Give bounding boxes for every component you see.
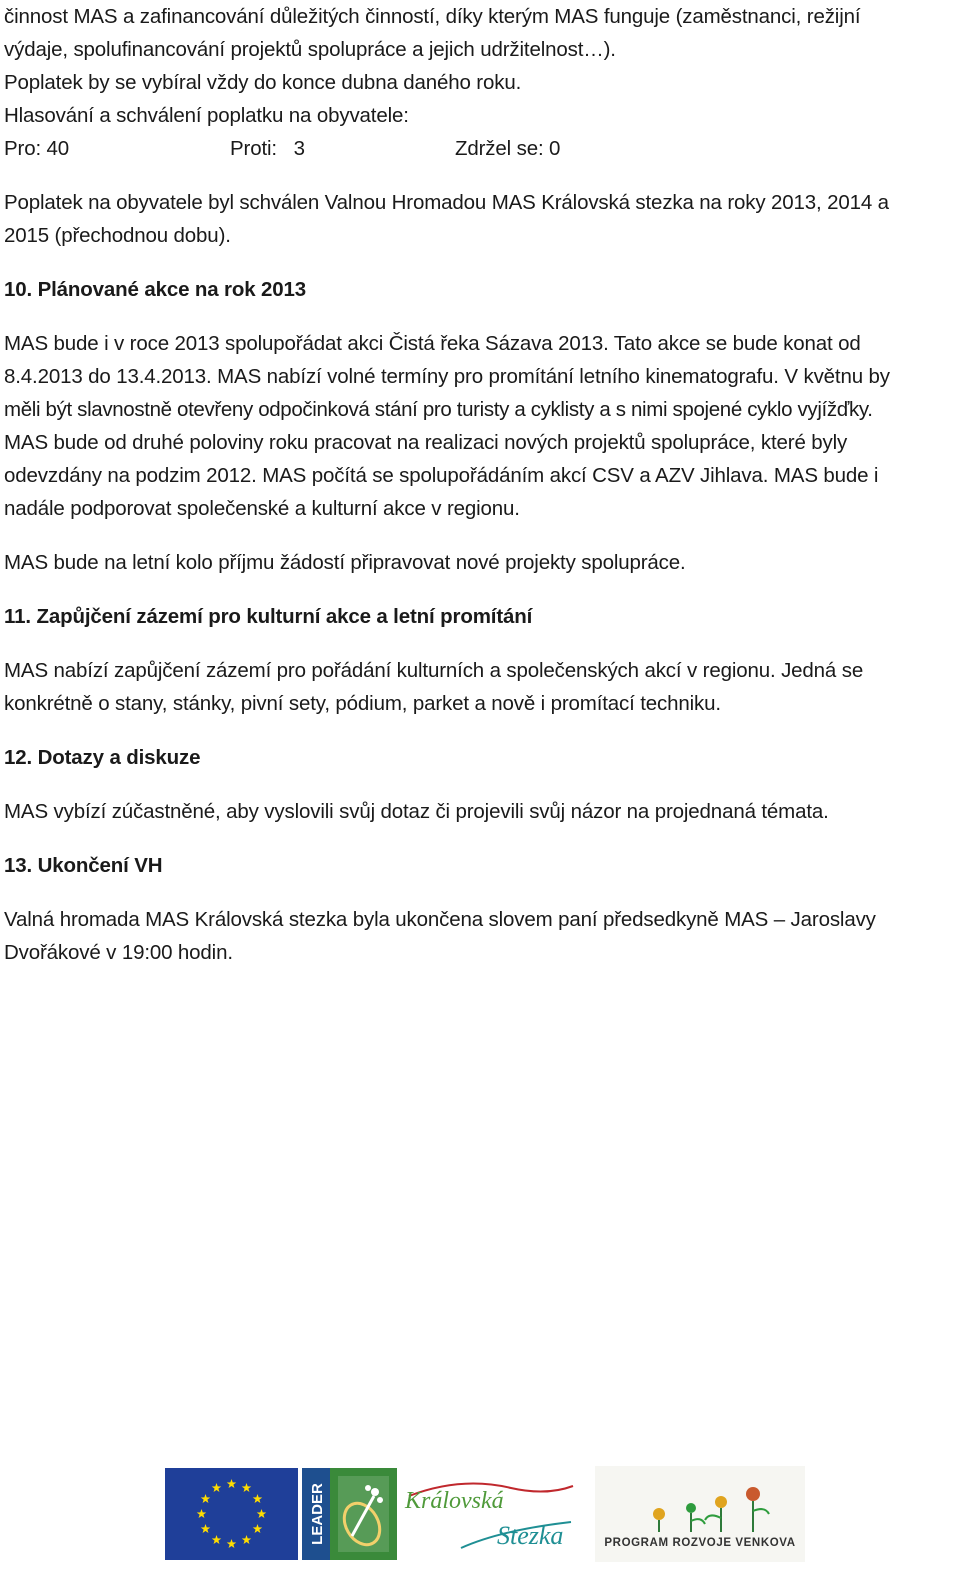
section-13-heading: 13. Ukončení VH bbox=[4, 854, 163, 877]
section-10-line: 8.4.2013 do 13.4.2013. MAS nabízí volné termíny pro promítání letního kinematografu. V květnu by bbox=[4, 365, 890, 388]
prv-text: PROGRAM ROZVOJE VENKOVA bbox=[604, 1537, 796, 1549]
vote-results bbox=[4, 132, 954, 165]
approval-line-1: Poplatek na obyvatele byl schválen Valnou Hromadou MAS Královská stezka na roky 2013, 2014 a bbox=[4, 191, 889, 214]
section-13-line: Valná hromada MAS Královská stezka byla ukončena slovem paní předsedkyně MAS – Jaroslavy bbox=[4, 908, 876, 931]
approval-line-2: 2015 (přechodnou dobu). bbox=[4, 224, 231, 247]
section-13-line: Dvořákové v 19:00 hodin. bbox=[4, 941, 233, 964]
eu-flag-logo bbox=[165, 1466, 298, 1562]
kralovska-stezka-logo bbox=[401, 1466, 581, 1562]
section-10-extra: MAS bude na letní kolo příjmu žádostí připravovat nové projekty spolupráce. bbox=[4, 551, 686, 574]
footer-logos bbox=[165, 1466, 805, 1562]
leader-logo bbox=[302, 1466, 397, 1562]
intro-line-1: činnost MAS a zafinancování důležitých činností, díky kterým MAS funguje (zaměstnanci, režijní bbox=[4, 5, 861, 28]
section-10-line: měli být slavnostně otevřeny odpočinková stání pro turisty a cyklisty a s nimi spojené cyklo vyjížďky. bbox=[4, 398, 873, 421]
section-10-line: nadále podporovat společenské a kulturní akce v regionu. bbox=[4, 497, 520, 520]
stezka-text: Stezka bbox=[497, 1521, 564, 1550]
program-rozvoje-venkova-logo bbox=[595, 1466, 805, 1562]
vote-proti: Proti: 3 bbox=[230, 137, 305, 160]
section-11-line: MAS nabízí zapůjčení zázemí pro pořádání kulturních a společenských akcí v regionu. Jedná se bbox=[4, 659, 864, 682]
section-10-heading: 10. Plánované akce na rok 2013 bbox=[4, 278, 307, 301]
section-12-heading: 12. Dotazy a diskuze bbox=[4, 746, 201, 769]
section-12-text: MAS vybízí zúčastněné, aby vyslovili svůj dotaz či projevili svůj názor na projednaná témata. bbox=[4, 800, 829, 823]
section-11-heading: 11. Zapůjčení zázemí pro kulturní akce a letní promítání bbox=[4, 605, 533, 628]
kralovska-text: Královská bbox=[405, 1488, 504, 1514]
section-10-line: MAS bude i v roce 2013 spolupořádat akci Čistá řeka Sázava 2013. Tato akce se bude konat od bbox=[4, 332, 861, 355]
intro-line-4: Hlasování a schválení poplatku na obyvatele: bbox=[4, 104, 409, 127]
section-10-line: odevzdány na podzim 2012. MAS počítá se spolupořádáním akcí CSV a AZV Jihlava. MAS bude i bbox=[4, 464, 879, 487]
leader-text: LEADER bbox=[309, 1483, 326, 1545]
section-10-line: MAS bude od druhé poloviny roku pracovat na realizaci nových projektů spolupráce, které byly bbox=[4, 431, 848, 454]
intro-line-3: Poplatek by se vybíral vždy do konce dubna daného roku. bbox=[4, 71, 522, 94]
intro-line-2: výdaje, spolufinancování projektů spolupráce a jejich udržitelnost…). bbox=[4, 38, 616, 61]
vote-zdrzel: Zdržel se: 0 bbox=[455, 137, 561, 160]
section-11-line: konkrétně o stany, stánky, pivní sety, pódium, parket a nově i promítací techniku. bbox=[4, 692, 721, 715]
vote-pro: Pro: 40 bbox=[4, 137, 70, 160]
document-page bbox=[4, 0, 954, 969]
